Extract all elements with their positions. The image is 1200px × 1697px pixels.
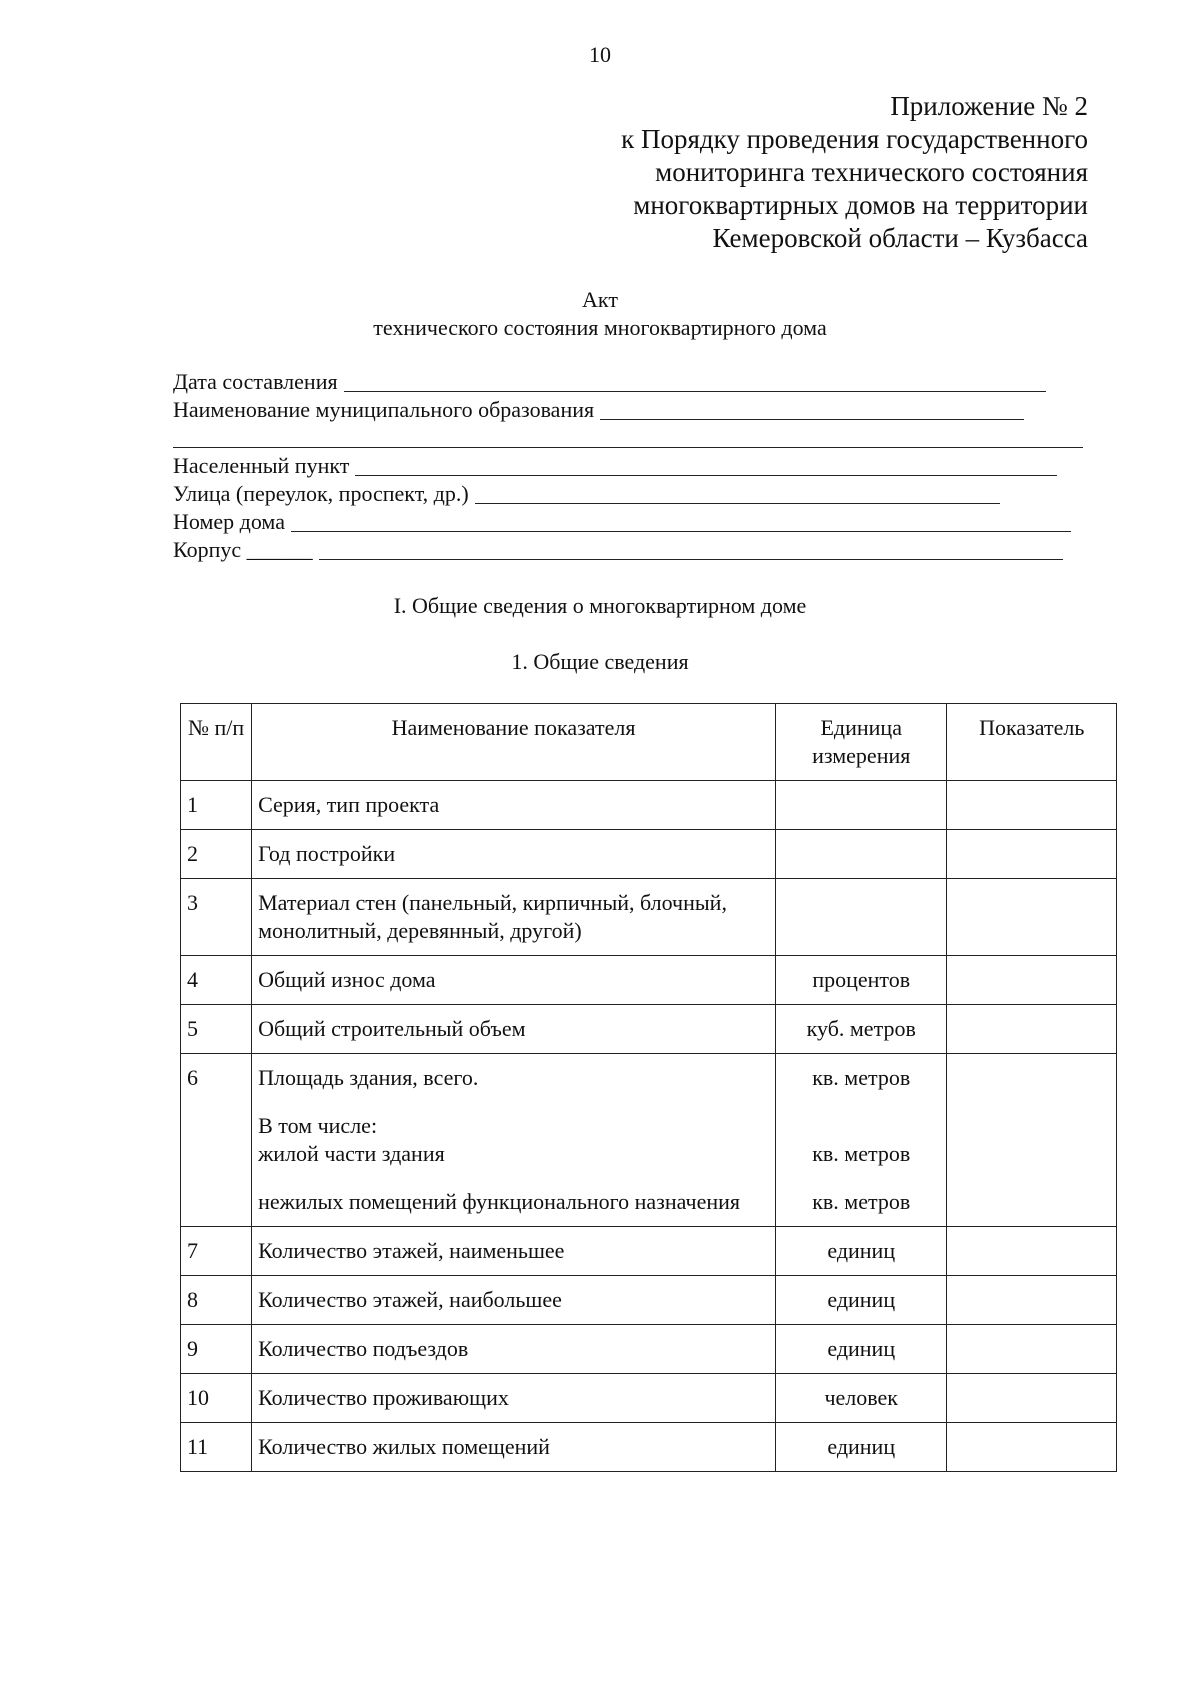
- row-unit: [775, 830, 947, 879]
- row-name: Количество этажей, наименьшее: [252, 1227, 776, 1276]
- row-value-cell[interactable]: [947, 1054, 1117, 1227]
- row-num: 6: [181, 1054, 252, 1227]
- municipality-field[interactable]: [173, 396, 1088, 424]
- municipality-continuation-blank[interactable]: [173, 425, 1083, 448]
- municipality-blank[interactable]: [600, 397, 1024, 420]
- appendix-line: мониторинга технического состояния: [655, 157, 1088, 187]
- row-spacer: [782, 1092, 941, 1112]
- row-spacer-line: [782, 1112, 941, 1140]
- section-title: I. Общие сведения о многоквартирном доме: [393, 593, 807, 618]
- page-number: 10: [589, 42, 611, 67]
- street-blank[interactable]: [475, 481, 1000, 504]
- row-spacer: [782, 1168, 941, 1188]
- row-value-cell[interactable]: [947, 1374, 1117, 1423]
- table-row: [181, 1054, 1117, 1227]
- row-num: 4: [181, 956, 252, 1005]
- table-row: [181, 1227, 1117, 1276]
- row-num: 11: [181, 1423, 252, 1472]
- row-unit: процентов: [775, 956, 947, 1005]
- row-sub-item: жилой части здания: [258, 1141, 445, 1166]
- appendix-line: Приложение № 2: [890, 91, 1088, 121]
- row-unit: [775, 781, 947, 830]
- row-sub-unit: кв. метров: [812, 1189, 911, 1214]
- act-title-block: [0, 286, 1200, 342]
- house-number-blank[interactable]: [291, 509, 1071, 532]
- row-num: 9: [181, 1325, 252, 1374]
- row-unit: единиц: [775, 1423, 947, 1472]
- municipality-label: Наименование муниципального образования: [173, 396, 600, 424]
- row-value-cell[interactable]: [947, 956, 1117, 1005]
- row-value-cell[interactable]: [947, 1227, 1117, 1276]
- building-field[interactable]: [173, 536, 1088, 564]
- row-unit-multiline: [775, 1054, 947, 1227]
- row-name: Площадь здания, всего.: [258, 1065, 479, 1090]
- row-num: 10: [181, 1374, 252, 1423]
- header-num: № п/п: [181, 704, 252, 781]
- row-spacer: [258, 1168, 769, 1188]
- table-row: [181, 956, 1117, 1005]
- appendix-line: Кемеровской области – Кузбасса: [712, 223, 1088, 253]
- row-spacer: [258, 1092, 769, 1112]
- row-name: Общий строительный объем: [252, 1005, 776, 1054]
- house-number-field[interactable]: [173, 508, 1088, 536]
- row-unit: куб. метров: [775, 1005, 947, 1054]
- section-subtitle: 1. Общие сведения: [511, 649, 689, 674]
- row-name: Количество жилых помещений: [252, 1423, 776, 1472]
- general-info-table: [180, 703, 1117, 1472]
- date-blank[interactable]: [344, 369, 1046, 392]
- row-unit: [775, 879, 947, 956]
- row-name: Год постройки: [252, 830, 776, 879]
- street-label: Улица (переулок, проспект, др.): [173, 480, 475, 508]
- row-value-cell[interactable]: [947, 830, 1117, 879]
- header-unit: Единица измерения: [775, 704, 947, 781]
- row-unit: человек: [775, 1374, 947, 1423]
- header-value: Показатель: [947, 704, 1117, 781]
- table-row: [181, 1325, 1117, 1374]
- appendix-line: к Порядку проведения государственного: [621, 124, 1088, 154]
- table-row: [181, 781, 1117, 830]
- row-name-multiline: [252, 1054, 776, 1227]
- table-row: [181, 1005, 1117, 1054]
- row-num: 7: [181, 1227, 252, 1276]
- settlement-blank[interactable]: [355, 453, 1057, 476]
- street-field[interactable]: [173, 480, 1088, 508]
- row-name: Количество этажей, наибольшее: [252, 1276, 776, 1325]
- row-name: Количество подъездов: [252, 1325, 776, 1374]
- row-name: Общий износ дома: [252, 956, 776, 1005]
- row-name: Количество проживающих: [252, 1374, 776, 1423]
- row-name: Материал стен (панельный, кирпичный, блочный, монолитный, деревянный, другой): [252, 879, 776, 956]
- row-value-cell[interactable]: [947, 879, 1117, 956]
- building-blank[interactable]: [319, 537, 1063, 560]
- appendix-line: многоквартирных домов на территории: [633, 190, 1088, 220]
- row-value-cell[interactable]: [947, 1276, 1117, 1325]
- row-num: 2: [181, 830, 252, 879]
- appendix-header: [621, 90, 1088, 255]
- row-num: 5: [181, 1005, 252, 1054]
- date-field[interactable]: [173, 368, 1088, 396]
- row-unit: кв. метров: [812, 1065, 911, 1090]
- date-label: Дата составления: [173, 368, 344, 396]
- row-unit: единиц: [775, 1325, 947, 1374]
- row-sub-item: нежилых помещений функционального назначения: [258, 1189, 741, 1214]
- row-unit: единиц: [775, 1227, 947, 1276]
- settlement-label: Населенный пункт: [173, 452, 355, 480]
- row-name: Серия, тип проекта: [252, 781, 776, 830]
- table-header-row: [181, 704, 1117, 781]
- act-title: Акт: [582, 287, 618, 312]
- row-num: 3: [181, 879, 252, 956]
- form-fields: [173, 368, 1088, 564]
- row-num: 1: [181, 781, 252, 830]
- row-unit: единиц: [775, 1276, 947, 1325]
- act-subtitle: технического состояния многоквартирного дома: [373, 315, 827, 340]
- row-value-cell[interactable]: [947, 1005, 1117, 1054]
- settlement-field[interactable]: [173, 452, 1088, 480]
- row-num: 8: [181, 1276, 252, 1325]
- row-value-cell[interactable]: [947, 1325, 1117, 1374]
- table-row: [181, 1423, 1117, 1472]
- row-value-cell[interactable]: [947, 781, 1117, 830]
- municipality-continuation-field[interactable]: [173, 424, 1088, 452]
- row-sub-intro: В том числе:: [258, 1113, 378, 1138]
- table-row: [181, 1276, 1117, 1325]
- house-number-label: Номер дома: [173, 508, 291, 536]
- building-label: Корпус ______: [173, 536, 319, 564]
- table-row: [181, 830, 1117, 879]
- table-row: [181, 879, 1117, 956]
- row-sub-unit: кв. метров: [812, 1141, 911, 1166]
- table-row: [181, 1374, 1117, 1423]
- row-value-cell[interactable]: [947, 1423, 1117, 1472]
- header-name: Наименование показателя: [252, 704, 776, 781]
